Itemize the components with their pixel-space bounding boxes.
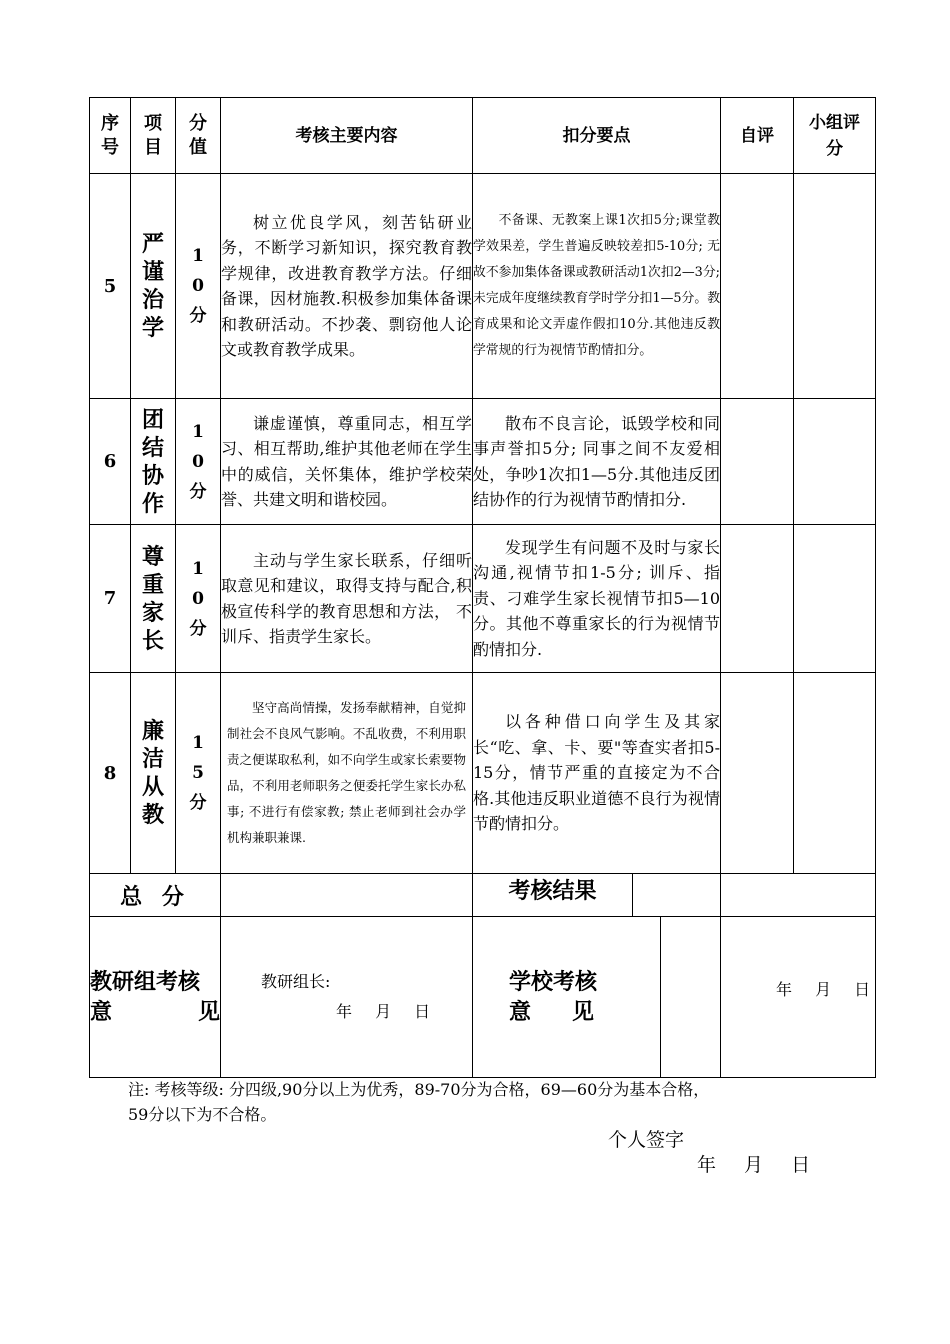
header-item: 项目 [131,98,176,174]
row-score: 10分 [176,174,221,399]
row-content: 谦虚谨慎，尊重同志，相互学习、相互帮助,维护其他老师在学生中的威信，关怀集体，维护学校荣誉、共建文明和谐校园。 [221,399,473,525]
table-row [90,174,876,399]
header-score: 分值 [176,98,221,174]
header-seq: 序号 [90,98,131,174]
total-value[interactable] [221,874,473,917]
row-number: 5 [90,174,131,399]
total-label: 总 分 [90,874,221,917]
group-opinion-label: 教研组考核 意 见 [90,917,221,1078]
row-deduct: 散布不良言论，诋毁学校和同事声誉扣5分; 同事之间不友爱相处，争吵1次扣1—5分.其他违反团结协作的行为视情节酌情扣分. [473,399,721,525]
table-row [90,399,876,525]
total-row [90,874,876,917]
row-deduct: 发现学生有问题不及时与家长沟通,视情节扣1-5分; 训斥、指责、刁难学生家长视情节扣5—10分。其他不尊重家长的行为视情节酌情扣分. [473,525,721,673]
row-self-eval[interactable] [721,673,794,874]
opinion-row [90,917,876,1078]
table-row [90,525,876,673]
school-date: 年 月 日 [776,980,871,999]
header-self-eval: 自评 [721,98,794,174]
result-value[interactable] [721,874,876,917]
row-number: 7 [90,525,131,673]
row-group-eval[interactable] [794,174,876,399]
row-score: 10分 [176,525,221,673]
row-score: 10分 [176,399,221,525]
assessment-table [89,97,876,1078]
row-score: 15分 [176,673,221,874]
row-number: 8 [90,673,131,874]
header-content: 考核主要内容 [221,98,473,174]
group-date: 年 月 日 [336,1002,431,1021]
row-item: 严谨治学 [131,174,176,399]
grading-note [128,1077,848,1127]
row-group-eval[interactable] [794,525,876,673]
row-item: 团结协作 [131,399,176,525]
row-content: 树立优良学风，刻苦钻研业务，不断学习新知识，探究教育教学规律，改进教育教学方法。仔细备课，因材施教.积极参加集体备课和教研活动。不抄袭、剽窃他人论文或教育教学成果。 [221,174,473,399]
personal-signature-label: 个人签字 [608,1129,685,1151]
note-line-2: 59分以下为不合格。 [128,1105,277,1124]
note-line-1: 注: 考核等级: 分四级,90分以上为优秀，89-70分为合格，69—60分为基本合格， [128,1080,710,1099]
row-item: 尊重家长 [131,525,176,673]
row-group-eval[interactable] [794,399,876,525]
school-opinion-cell [473,917,721,1078]
school-opinion-label: 学校考核 意 见 [509,969,598,1025]
header-group-eval: 小组评分 [794,98,876,174]
group-leader-label: 教研组长: [261,972,331,991]
row-number: 6 [90,399,131,525]
header-row [90,98,876,174]
row-deduct: 不备课、无教案上课1次扣5分;课堂教学效果差，学生普遍反映较差扣5-10分; 无故不参加集体备课或教研活动1次扣2—3分; 未完成年度继续教育学时学分扣1—5分。教育成果和论文弄虚作假扣10分.其他违反教学常规的行为视情节酌情扣分。 [473,174,721,399]
row-self-eval[interactable] [721,525,794,673]
row-group-eval[interactable] [794,673,876,874]
table-row [90,673,876,874]
row-self-eval[interactable] [721,399,794,525]
row-content: 坚守高尚情操，发扬奉献精神，自觉抑制社会不良风气影响。不乱收费，不利用职责之便谋取私利，如不向学生或家长索要物品，不利用老师职务之便委托学生家长办私事; 不进行有偿家教; 禁止老师到社会办学机构兼职兼课. [221,673,473,874]
row-self-eval[interactable] [721,174,794,399]
row-deduct: 以各种借口向学生及其家长“吃、拿、卡、要"等查实者扣5-15分，情节严重的直接定为不合格.其他违反职业道德不良行为视情节酌情扣分。 [473,673,721,874]
row-item: 廉洁从教 [131,673,176,874]
header-deduct: 扣分要点 [473,98,721,174]
result-label: 考核结果 [473,874,721,917]
school-opinion-sign[interactable] [721,917,876,1078]
signature-date: 年 月 日 [697,1154,811,1176]
row-content: 主动与学生家长联系，仔细听取意见和建议，取得支持与配合,积极宣传科学的教育思想和方法， 不训斥、指责学生家长。 [221,525,473,673]
group-opinion-sign[interactable] [221,917,473,1078]
